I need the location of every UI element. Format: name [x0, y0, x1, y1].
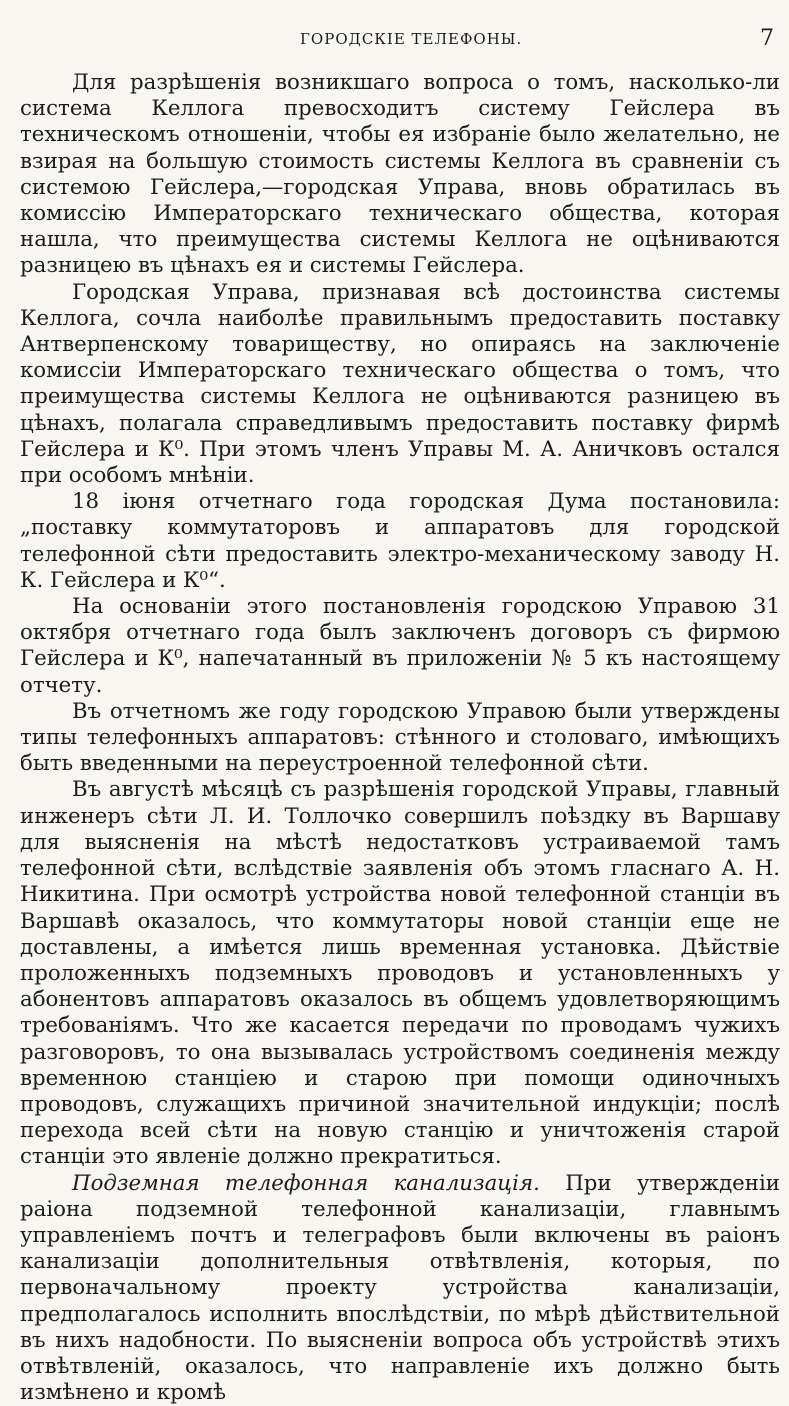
paragraph: 18 іюня отчетнаго года городская Дума постановила: „поставку коммутаторовъ и аппаратовъ для городской телефонной сѣти предоставить электро-механическому заводу Н. К. Гейслера и К⁰“.: [20, 489, 780, 593]
page-number: 7: [760, 26, 774, 51]
paragraph: Для разрѣшенія возникшаго вопроса о томъ, насколько-ли система Келлога превосходитъ систему Гейслера въ техническомъ отношеніи, чтобы ея избраніе было желательно, не взирая на большую стоимость системы Келлога въ сравненіи съ системою Гейслера,—городская Управа, вновь обратилась въ комиссію Императорскаго техническаго общества, которая нашла, что преимущества системы Келлога не оцѣниваются разницею въ цѣнахъ ея и системы Гейслера.: [20, 70, 780, 279]
paragraph: [20, 1171, 780, 1406]
paragraph: Въ августѣ мѣсяцѣ съ разрѣшенія городской Управы, главный инженеръ сѣти Л. И. Толлочко совершилъ поѣздку въ Варшаву для выясненія на мѣстѣ недостатковъ устраиваемой тамъ телефонной сѣти, вслѣдствіе заявленія объ этомъ гласнаго А. Н. Никитина. При осмотрѣ устройства новой телефонной станціи въ Варшавѣ оказалось, что коммутаторы новой станціи еще не доставлены, а имѣется лишь временная установка. Дѣйствіе проложенныхъ подземныхъ проводовъ и установленныхъ у абонентовъ аппаратовъ оказалось въ общемъ удовлетворяющимъ требованіямъ. Что же касается передачи по проводамъ чужихъ разговоровъ, то она вызывалась устройствомъ соединенія между временною станціею и старою при помощи одиночныхъ проводовъ, служащихъ причиной значительной индукціи; послѣ перехода всей сѣти на новую станцію и уничтоженія старой станціи это явленіе должно прекратиться.: [20, 777, 780, 1170]
section-lead: Подземная телефонная канализація.: [72, 1170, 540, 1196]
paragraph: На основаніи этого постановленія городскою Управою 31 октября отчетнаго года былъ заключенъ договоръ съ фирмою Гейслера и К⁰, напечатанный въ приложеніи № 5 къ настоящему отчету.: [20, 594, 780, 698]
running-head: ГОРОДСКІЕ ТЕЛЕФОНЫ.: [300, 30, 523, 48]
paragraph-text: При утвержденіи раіона подземной телефонной канализаціи, главнымъ управленіемъ почтъ и телеграфовъ были включены въ раіонъ канализаціи дополнительныя отвѣтвленія, которыя, по первоначальному проекту устройства канализаціи, предполагалось исполнить впослѣдствіи, по мѣрѣ дѣйствительной въ нихъ надобности. По выясненіи вопроса объ устройствѣ этихъ отвѣтвленій, оказалось, что направленіе ихъ должно быть измѣнено и кромѣ: [20, 1170, 780, 1406]
paragraph: Въ отчетномъ же году городскою Управою были утверждены типы телефонныхъ аппаратовъ: стѣнного и столоваго, имѣющихъ быть введенными на переустроенной телефонной сѣти.: [20, 698, 780, 777]
body-text: [20, 70, 780, 1406]
paragraph: Городская Управа, признавая всѣ достоинства системы Келлога, сочла наиболѣе правильнымъ предоставить поставку Антверпенскому товариществу, но опираясь на заключеніе комиссіи Императорскаго техническаго общества о томъ, что преимущества системы Келлога не оцѣниваются разницею въ цѣнахъ, полагала справедливымъ предоставить поставку фирмѣ Гейслера и К⁰. При этомъ членъ Управы М. А. Аничковъ остался при особомъ мнѣніи.: [20, 279, 780, 489]
